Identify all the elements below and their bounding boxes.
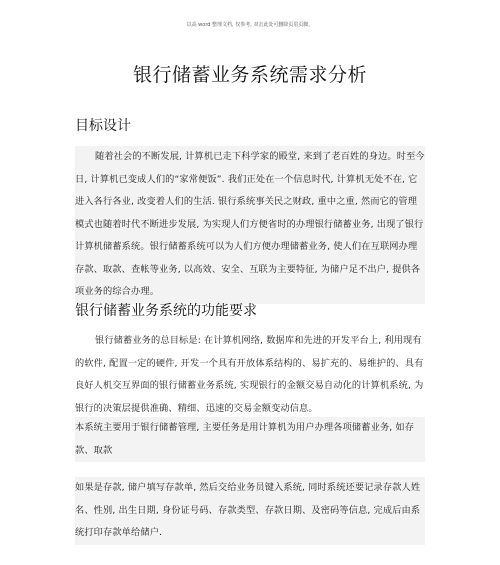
header-note: 以高 word 整理文档, 仅参考, 双击此处可删除页眉页脚。	[186, 22, 314, 28]
paragraph-overall-goal	[75, 330, 425, 420]
paragraph-goal-design	[75, 146, 425, 304]
section-heading-functional-requirements: 银行储蓄业务系统的功能要求	[75, 303, 257, 319]
document-title: 银行储蓄业务系统需求分析	[132, 64, 367, 86]
section-heading-goal: 目标设计	[75, 118, 131, 134]
paragraph-text: 银行储蓄业务的总目标是: 在计算机网络, 数据库和先进的开发平台上, 利用现有的软件, 配置一定的硬件, 开发一个具有开放体系结构的、易扩充的、易维护的、具有良好人机交互界面的银行储蓄业务系统, 实现银行的金额交易自动化的计算机系统, 为银行的决策层提供准确、精细、迅速的交易金额变动信息。	[75, 335, 424, 414]
paragraph-text: 随着社会的不断发展, 计算机已走下科学家的殿堂, 来到了老百姓的身边。时至今日, 计算机已变成人们的“家常便饭”. 我们正处在一个信息时代, 计算机无处不在, 它进入各行各业, 改变着人们的生活. 银行系统事关民之财政, 重中之重, 然而它的管理模式也随着时代不断进步发展, 为实现人们方便省时的办理银行储蓄业务, 出现了银行计算机储蓄系统。银行储蓄系统可以为人们方便办理储蓄业务, 使人们在互联网办理存款、取款、查帐等业务, 以高效、安全、互联为主要特征, 为储户足不出户, 提供各项业务的综合办理。	[75, 151, 425, 297]
paragraph-deposit-process: 如果是存款, 储户填写存款单, 然后交给业务员键入系统, 同时系统还要记录存款人姓名、性别, 出生日期, 身份证号码、存款类型、存款日期、及密码等信息, 完成后由系统打印存款单给储户.	[75, 477, 425, 545]
paragraph-system-purpose: 本系统主要用于银行储蓄管理, 主要任务是用计算机为用户办理各项储蓄业务, 如存款、取款	[75, 417, 425, 462]
